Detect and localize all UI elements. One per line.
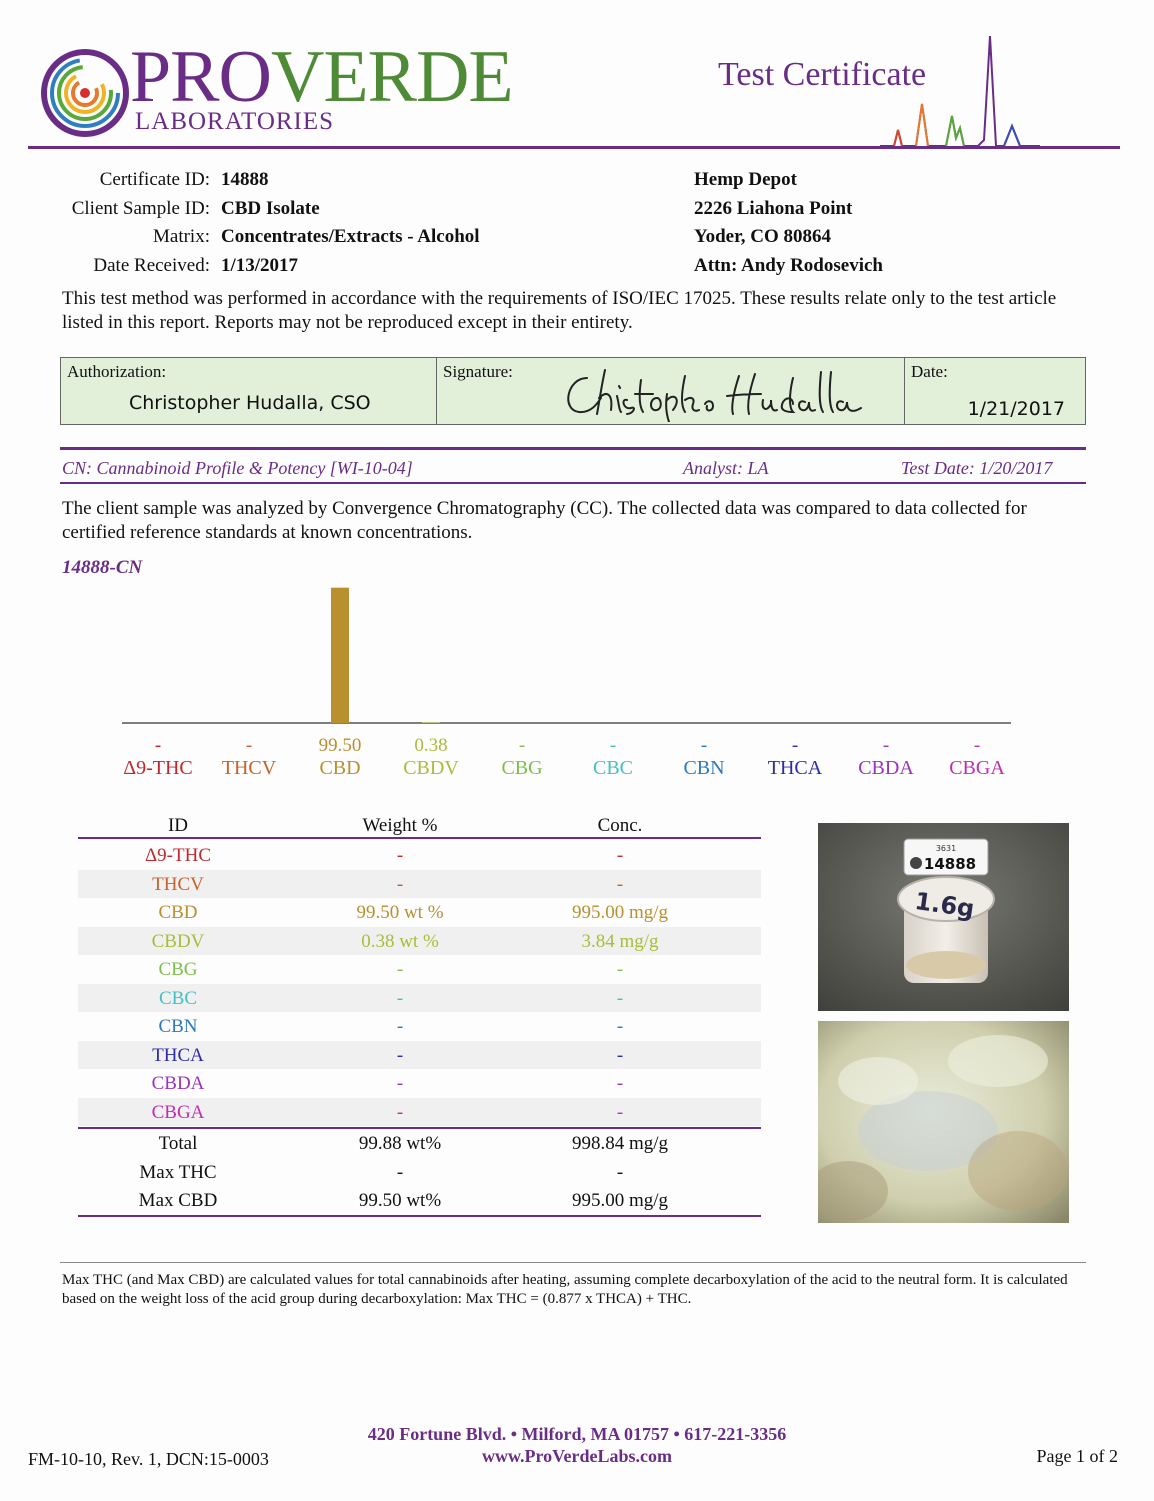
chart-value-label: 0.38	[414, 735, 448, 756]
cell-conc: 995.00 mg/g	[571, 902, 669, 923]
sample-id-value: CBD Isolate	[221, 198, 320, 219]
cell-conc: -	[616, 845, 624, 866]
column-header-weight: Weight %	[362, 815, 438, 836]
chart-category-label: CBG	[501, 757, 543, 779]
cell-weight: -	[396, 873, 404, 895]
cell-weight: -	[396, 1101, 404, 1123]
chart-category-label: CBDA	[858, 757, 914, 779]
cell-conc: -	[616, 1016, 624, 1037]
table-row	[78, 955, 761, 984]
cell-weight: -	[396, 987, 404, 1009]
column-header-conc: Conc.	[597, 815, 643, 836]
signature-cell	[437, 358, 905, 424]
chart-value-label: -	[973, 735, 981, 756]
table-header-rule	[78, 837, 761, 839]
cell-weight: 99.88 wt%	[358, 1133, 442, 1154]
client-street: 2226 Liahona Point	[694, 198, 853, 219]
cell-weight: -	[396, 959, 404, 980]
chart-category-label: CBC	[592, 757, 634, 779]
form-id: FM-10-10, Rev. 1, DCN:15-0003	[28, 1449, 269, 1469]
certificate-id-value: 14888	[221, 169, 269, 190]
table-row	[78, 927, 761, 956]
matrix-value: Concentrates/Extracts - Alcohol	[221, 226, 480, 247]
totals-row	[78, 1186, 761, 1215]
chart-category-label: CBN	[683, 757, 725, 779]
auth-date-label: Date:	[911, 362, 948, 381]
analyst: Analyst: LA	[683, 458, 769, 478]
chart-value-label: -	[609, 735, 617, 756]
cell-id: CBG	[158, 959, 198, 980]
cell-id: Δ9-THC	[144, 845, 212, 866]
cell-weight: 0.38 wt %	[361, 930, 439, 952]
client-attn: Attn: Andy Rodosevich	[694, 255, 883, 276]
header-divider	[28, 146, 1120, 149]
sample-closeup-photo	[818, 1021, 1069, 1223]
cannabinoid-bar-chart	[110, 580, 1030, 780]
certificate-title: Test Certificate	[718, 56, 927, 93]
chart-category-label: THCA	[767, 757, 823, 779]
page-number: Page 1 of 2	[1036, 1446, 1118, 1466]
totals-row	[78, 1129, 761, 1158]
section-divider	[60, 447, 1086, 450]
cell-id: Total	[158, 1133, 198, 1154]
test-date: Test Date: 1/20/2017	[901, 458, 1053, 478]
client-city: Yoder, CO 80864	[694, 226, 832, 247]
chart-value-label: -	[882, 735, 890, 756]
cell-id: CBDV	[151, 930, 205, 952]
cell-id: THCV	[152, 873, 204, 895]
analysis-description: The client sample was analyzed by Convergence Chromatography (CC). The collected data was compared to data collected for certified reference standards at known concentrations.	[62, 498, 1027, 543]
signature-label: Signature:	[443, 362, 513, 381]
cell-weight: -	[396, 1073, 404, 1094]
jar-label-top: 3631	[935, 844, 957, 853]
cell-weight: -	[396, 845, 404, 866]
cell-id: Max THC	[139, 1161, 217, 1183]
cell-conc: -	[616, 873, 624, 895]
chart-title: 14888-CN	[62, 557, 143, 578]
cell-id: CBDA	[151, 1073, 205, 1094]
matrix-label: Matrix:	[153, 226, 210, 247]
cell-weight: 99.50 wt %	[356, 902, 444, 923]
sample-jar-photo	[818, 823, 1069, 1011]
method-statement: This test method was performed in accordance with the requirements of ISO/IEC 17025. These results relate only to the test article listed in this report. Reports may not be reproduced except in their entirety.	[62, 288, 1057, 333]
authorization-box	[60, 357, 1086, 425]
lab-address: 420 Fortune Blvd. • Milford, MA 01757 • 617-221-3356	[367, 1424, 787, 1444]
cell-conc: 3.84 mg/g	[581, 930, 659, 952]
table-row	[78, 1012, 761, 1041]
cell-weight: 99.50 wt%	[358, 1190, 442, 1211]
cell-conc: -	[616, 1161, 624, 1183]
chart-value-label: 99.50	[318, 735, 362, 756]
chart-bar-cbd	[331, 588, 349, 723]
cell-conc: -	[616, 1044, 624, 1066]
table-bottom-rule	[78, 1215, 761, 1217]
date-received-label: Date Received:	[93, 255, 210, 276]
footnote: Max THC (and Max CBD) are calculated values for total cannabinoids after heating, assuming complete decarboxylation of the acid to the neutral form. It is calculated based on the weight loss of the acid group during decarboxylation: Max THC = (0.877 x THCA) + THC.	[62, 1272, 1068, 1307]
chart-value-label: -	[154, 735, 162, 756]
table-row	[78, 1069, 761, 1098]
jar-label-id: 14888	[923, 855, 977, 873]
sample-id-label: Client Sample ID:	[71, 198, 210, 219]
brand-name: PROVERDE	[130, 36, 513, 118]
cell-weight: -	[396, 1161, 404, 1183]
cell-conc: 995.00 mg/g	[571, 1190, 669, 1211]
chart-category-label: CBDV	[403, 757, 459, 779]
date-received-value: 1/13/2017	[221, 255, 299, 276]
date-cell	[905, 358, 1087, 424]
authorization-cell	[61, 358, 437, 424]
authorization-label: Authorization:	[67, 362, 167, 381]
jar-label-handwritten: 1.6g	[913, 887, 977, 924]
chart-category-label: Δ9-THC	[123, 757, 193, 779]
proverde-logo-icon	[40, 48, 130, 138]
cell-id: Max CBD	[138, 1190, 218, 1211]
section-title-rule	[60, 482, 1086, 484]
chart-bar-cbdv	[422, 722, 440, 723]
table-row	[78, 984, 761, 1013]
chart-value-label: -	[700, 735, 708, 756]
table-row	[78, 870, 761, 899]
table-header-row	[78, 811, 761, 840]
chart-category-label: CBD	[319, 757, 361, 779]
cell-id: CBD	[158, 902, 198, 923]
chart-value-label: -	[245, 735, 253, 756]
column-header-id: ID	[167, 815, 189, 836]
footnote-divider	[60, 1262, 1086, 1263]
table-row	[78, 841, 761, 870]
cell-conc: 998.84 mg/g	[571, 1133, 669, 1154]
table-row	[78, 898, 761, 927]
cell-weight: -	[396, 1016, 404, 1037]
chart-category-label: THCV	[221, 757, 277, 779]
auth-date-value: 1/21/2017	[967, 398, 1065, 420]
cell-conc: -	[616, 1101, 624, 1123]
cell-conc: -	[616, 1073, 624, 1094]
client-name: Hemp Depot	[694, 169, 797, 190]
authorizer-name: Christopher Hudalla, CSO	[129, 392, 371, 414]
brand-subtitle: LABORATORIES	[135, 108, 335, 135]
cell-conc: -	[616, 987, 624, 1009]
handwritten-signature-icon	[557, 364, 877, 422]
chart-value-label: -	[791, 735, 799, 756]
chromatogram-peaks-icon	[880, 30, 1040, 150]
cell-weight: -	[396, 1044, 404, 1066]
chart-value-label: -	[518, 735, 526, 756]
cell-id: CBN	[158, 1016, 198, 1037]
cell-conc: -	[616, 959, 624, 980]
cell-id: CBC	[158, 987, 198, 1009]
totals-row	[78, 1158, 761, 1187]
cell-id: THCA	[152, 1044, 204, 1066]
table-row	[78, 1041, 761, 1070]
certificate-id-label: Certificate ID:	[99, 169, 210, 190]
lab-website-link[interactable]: www.ProVerdeLabs.com	[482, 1446, 672, 1466]
section-title: CN: Cannabinoid Profile & Potency [WI-10-04]	[62, 458, 413, 478]
cell-id: CBGA	[151, 1101, 205, 1123]
table-row	[78, 1098, 761, 1127]
chart-category-label: CBGA	[949, 757, 1005, 779]
